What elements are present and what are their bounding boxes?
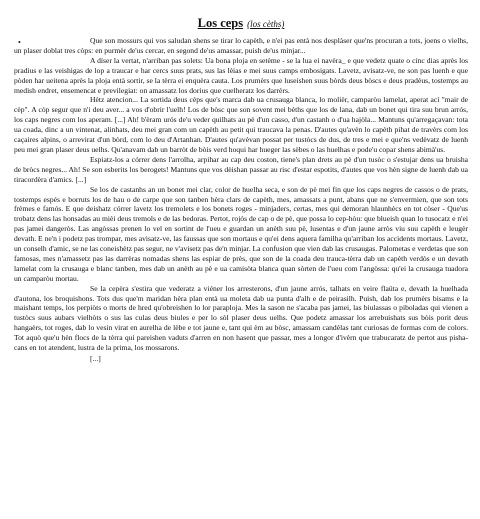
paragraph: Espiatz-los a córrer dens l'arrolha, arpihar au cap deu coston, tiene's plan drets au pè d'un tusòc o s'estujar dens ua bruisha de bròcs negres... Ah! Se son esberits los berogets! Mantuns que vos dèishan passar au risc d'estar espotits, d'autes que vos hèn signe de luenh dab ua tiracordèra d'amics. [...] <box>14 154 468 184</box>
paragraph: Hètz atencion... La sortida deus cèps que's marca dab ua crusauga blanca, lo molièr, camparòu lamelat, aperat ací "mair de cèp". A còp segur que n'i deu aver... a vos d'obrir l'uelh! Los de bòsc que son sovent mei bèths que los de lana, dab un bonet qui tira suu brun arrós, los caps negres com los aperam. [...] Ah! b'èram urós de'u veder quilhats au pè d'un casso, d'un castanh o d'ua hajòla... Mantuns qu'arregaçavan: tota ua coada, dinc a un vintenat, alinhats, deu mei gran com un capèth au petit qui traucava la penas. D'autes qu'avèn lo capèth pihat de travèrs com los caçaires alpins, o arrevirat d'un bòrd, com lo deu d'Artanhan. D'autes qu'avèvan possat per tustòcs de dus, de tres e mei e que'ns vedèvatz de luenh peu mei gran plaser deus uelhs. Qu'anavam dab un barròt de bòis verd hoqui har hueger las sèbes o las huelhas e pode'u copar shens abimà'us. <box>14 95 468 154</box>
closing-ellipsis: [...] <box>90 354 101 363</box>
document-title: Los ceps <box>197 16 244 30</box>
title-row <box>14 14 468 32</box>
paragraph: Que son mossurs qui vos saludan shens se tirar lo capèth, e n'ei pas entà nos desplàser que'ns procuran a tots, joens o vielhs, un plaser doblat tres còps: en purmèr de'us cercar, en segond de'us amassar, puish de'us minjar... <box>14 36 468 55</box>
paragraph: A díser la vertat, n'arriban pas solets: Ua bona ploja en setème - se la lua ei navèra_ e que vedetz quate o cinc dias après los pradius e las veishigas de lop a traucar e har cercs suus prats, sus las lèias e mei suus camps embosigats. Lavetz, avisatz-ve, ne son pas luenh e que pòden har ueitena après la ploja entà sortir, se la tèrra ei enquèra cauta. Los prumèrs que luseishen suus bòrds deus bòscs e deus pradèus, tostemps au medish endret, ensemencat e previlegiat: on amassatz los dorius que cuelheratz los darrèrs. <box>14 55 468 95</box>
document-body <box>14 36 468 364</box>
paragraph: Se la cepèra s'estira que vederatz a viéner los arresterons, d'un jaune arrós, talhats en veire flaüta e, devath la huelhada d'autona, los broquishons. Tots dus que'm maridan hèra plan entà ua moleta dab ua punta d'alh e de peirasilh. Puish, dab los prumèrs bisams e la maishant temps, los perpiòts o morts de hred qu'obreishen lo lor paraploja. Mes la sason ne s'acaba pas jamei, las biulassas o piboladas qui vienen a tustòcs suus aubars vielhòts o sus las culas deus biules e per lo sòl plaser deus uelhs. Que podetz amassar los arrebuishats sus bòis porit deus hangaèrs, tot roges, dab lo vesin virat en aurelha de lèbe e tot jaune e, tant qui èm au bòsc, amassam candèlas tant curiosas de formas com de colors. Tot aquò que'u hèn flocs de la tèrra qui pareishen vaduts d'arren en non hasent que passar, mes a longor d'ivèrn que trabucaratz de pertot aus pisha-cans en tot atendent, lustra de la prima, los mossarons. <box>14 283 468 353</box>
bullet-mark: • <box>18 38 21 47</box>
document-subtitle: (los cèths) <box>247 19 285 29</box>
paragraph: Se los de castanhs an un bonet mei clar, color de huelha seca, e son de pè mei fin que los caps negres de cassos o de prats, tostemps espés e borruts los de hau o de carpe que son tanben hèra clars de capèth, mes, amassats a punt, abans que ne s'envermien, que son tots frèmes e famós. E que deishatz córrer lavetz los tremolets e los bonets roges - minjaders, certas, mes qui demoran hlaunhècs en tot còser - Que'us trobatz dens las honsadas au mièi deus tremols e de las bedoras. Pertot, rojós de cap o de pè, que possa lo cep-hòu: que blueish quan lo tusocatz e n'ei pas jamei dangeròs. Las angòssas prenen lo vel en sortint de l'ueu e guardan un anèth suu pè, lusentas e d'un jaune arròs viu suu capèth e leugèr devath. E ne'n i podetz pas trompar, mes avisatz-ve, las faussas que son mortaus e qu'ei dens aquera familha qu'arriban los accidents mortaus. Lavetz, un conselh d'amic, se ne las coneishètz pas segur, ne v'avisetz pas de'n minjar. La confusion que vien dab las crusaugas. Palometas e verdetas que son famosas, mes n'amassetz pas las darrèras nomadas shens las espiar de près, que son de la coada deu trauca-tèrra dab un capèth verdòs e un devath lamelat com la crusauga e blanc tanben, mes dab un anèth au pè e ua camisòta blanca quan sòrten de l'ueu com l'angòssa: qu'ei la crusauga tuadora un camparòu mortau. <box>14 184 469 283</box>
